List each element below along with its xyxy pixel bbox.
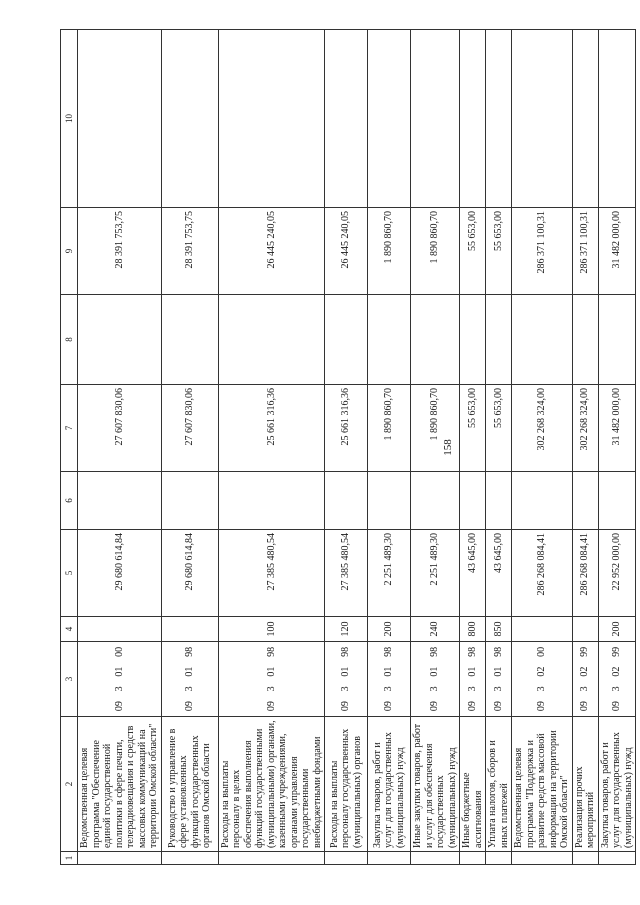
amount-cell (161, 472, 218, 530)
amount-cell: 43 645,00 (460, 530, 486, 617)
code-part: 3 (492, 686, 504, 692)
amount-cell (512, 295, 573, 385)
row-name-cell: Ведомственная целевая программа "Обеспечение единой государственной политики в сфере печати, телерадиовещания и средств массовых коммуникаций на территории Омской области" (78, 717, 162, 852)
amount-cell: 1 890 860,70 (368, 385, 411, 472)
code-part: 3 (466, 686, 478, 692)
code-part: 01 (340, 666, 352, 677)
amount-cell: 286 371 100,31 (572, 208, 598, 295)
amount-cell (411, 295, 460, 385)
amount-cell (368, 30, 411, 208)
amount-cell (78, 472, 162, 530)
amount-cell: 26 445 240,05 (218, 208, 325, 295)
expense-type-cell (78, 617, 162, 642)
expense-type-cell (572, 617, 598, 642)
code-part: 99 (611, 646, 622, 657)
empty-cell (460, 852, 486, 865)
row-code-cell (572, 642, 598, 717)
table-row (460, 30, 486, 865)
expense-type-cell: 850 (486, 617, 512, 642)
amount-cell: 27 607 830,06 (161, 385, 218, 472)
amount-cell: 286 371 100,31 (512, 208, 573, 295)
code-part: 02 (611, 666, 622, 677)
expense-type-cell: 240 (411, 617, 460, 642)
code-part: 3 (340, 686, 352, 692)
rotated-content (60, 30, 640, 865)
expense-type-cell: 200 (368, 617, 411, 642)
header-cell: 9 (61, 208, 78, 295)
amount-cell: 43 645,00 (486, 530, 512, 617)
amount-cell (411, 472, 460, 530)
code-part: 98 (183, 646, 195, 657)
amount-cell: 286 268 084,41 (512, 530, 573, 617)
code-part: 3 (536, 686, 547, 692)
amount-cell: 28 391 753,75 (161, 208, 218, 295)
code-group (266, 642, 278, 716)
empty-cell (512, 852, 573, 865)
amount-cell (218, 472, 325, 530)
amount-cell: 2 251 489,30 (411, 530, 460, 617)
amount-cell: 1 890 860,70 (411, 208, 460, 295)
empty-cell (218, 852, 325, 865)
amount-cell (411, 30, 460, 208)
amount-cell (486, 472, 512, 530)
amount-cell: 1 890 860,70 (411, 385, 460, 472)
header-cell: 7 (61, 385, 78, 472)
row-name-cell: Расходы на выплаты персоналу государственных (муниципальных) органов (325, 717, 368, 852)
amount-cell: 55 653,00 (486, 208, 512, 295)
amount-cell: 302 268 324,00 (512, 385, 573, 472)
code-part: 3 (429, 686, 441, 692)
code-part: 09 (492, 701, 504, 712)
amount-cell: 27 385 480,54 (218, 530, 325, 617)
code-group (493, 642, 505, 716)
table-row (598, 30, 636, 865)
code-part: 98 (340, 646, 352, 657)
expense-type-cell: 100 (218, 617, 325, 642)
code-part: 09 (429, 701, 441, 712)
table-row (368, 30, 411, 865)
amount-cell (218, 30, 325, 208)
empty-cell (78, 852, 162, 865)
empty-cell (486, 852, 512, 865)
amount-cell (460, 295, 486, 385)
code-part: 09 (183, 701, 195, 712)
table-row (161, 30, 218, 865)
table-row (572, 30, 598, 865)
row-name-cell: Ведомственная целевая программа "Поддержка и развитие средств массовой информации на территории Омской области" (512, 717, 573, 852)
row-name-cell: Иные закупки товаров, работ и услуг для обеспечения государственных (муниципальных) нужд (411, 717, 460, 852)
amount-cell (325, 295, 368, 385)
row-code-cell (368, 642, 411, 717)
amount-cell (572, 472, 598, 530)
code-part: 01 (383, 666, 395, 677)
amount-cell (78, 30, 162, 208)
header-cell: 10 (61, 30, 78, 208)
amount-cell: 55 653,00 (460, 208, 486, 295)
budget-table (60, 29, 636, 865)
code-part: 99 (579, 646, 591, 657)
amount-cell: 31 482 000,00 (598, 385, 636, 472)
table-body (61, 30, 636, 865)
amount-cell: 55 653,00 (486, 385, 512, 472)
code-group (611, 642, 623, 716)
amount-cell: 27 385 480,54 (325, 530, 368, 617)
amount-cell (325, 30, 368, 208)
amount-cell: 29 680 614,84 (161, 530, 218, 617)
code-part: 3 (383, 686, 395, 692)
amount-cell (486, 30, 512, 208)
table-row (411, 30, 460, 865)
header-cell: 3 (61, 642, 78, 717)
amount-cell: 28 391 753,75 (78, 208, 162, 295)
code-part: 09 (265, 701, 277, 712)
row-code-cell (512, 642, 573, 717)
amount-cell: 55 653,00 (460, 385, 486, 472)
amount-cell: 29 680 614,84 (78, 530, 162, 617)
amount-cell: 1 890 860,70 (368, 208, 411, 295)
empty-cell (161, 852, 218, 865)
code-group (429, 642, 441, 716)
amount-cell (512, 472, 573, 530)
amount-cell: 25 661 316,36 (218, 385, 325, 472)
empty-cell (325, 852, 368, 865)
code-part: 02 (536, 666, 547, 677)
row-name-cell: Закупка товаров, работ и услуг для государственных (муниципальных) нужд (368, 717, 411, 852)
code-part: 09 (340, 701, 352, 712)
empty-cell (598, 852, 636, 865)
expense-type-cell (161, 617, 218, 642)
table-row (218, 30, 325, 865)
code-part: 01 (183, 666, 195, 677)
code-group (536, 642, 548, 716)
amount-cell (368, 295, 411, 385)
code-part: 09 (536, 701, 547, 712)
row-code-cell (78, 642, 162, 717)
header-cell: 6 (61, 472, 78, 530)
expense-type-cell: 200 (598, 617, 636, 642)
header-cell: 4 (61, 617, 78, 642)
row-name-cell: Реализация прочих мероприятий (572, 717, 598, 852)
row-name-cell: Закупка товаров, работ и услуг для государственных (муниципальных) нужд (598, 717, 636, 852)
code-part: 01 (113, 666, 125, 677)
row-name-cell: Руководство и управление в сфере установленных функций государственных органов Омской области (161, 717, 218, 852)
row-code-cell (218, 642, 325, 717)
expense-type-cell (512, 617, 573, 642)
amount-cell: 27 607 830,06 (78, 385, 162, 472)
table-row (325, 30, 368, 865)
code-group (383, 642, 395, 716)
row-code-cell (460, 642, 486, 717)
expense-type-cell: 120 (325, 617, 368, 642)
amount-cell: 25 661 316,36 (325, 385, 368, 472)
amount-cell (572, 295, 598, 385)
code-part: 3 (113, 686, 125, 692)
amount-cell (460, 472, 486, 530)
amount-cell (78, 295, 162, 385)
empty-cell (572, 852, 598, 865)
amount-cell: 302 268 324,00 (572, 385, 598, 472)
row-code-cell (486, 642, 512, 717)
code-group (340, 642, 352, 716)
code-group (579, 642, 591, 716)
amount-cell: 22 952 000,00 (598, 530, 636, 617)
amount-cell (368, 472, 411, 530)
header-cell: 2 (61, 717, 78, 852)
row-name-cell: Уплата налогов, сборов и иных платежей (486, 717, 512, 852)
code-part: 00 (113, 646, 125, 657)
row-code-cell (325, 642, 368, 717)
row-name-cell: Расходы на выплаты персоналу в целях обеспечения выполнения функций государственными (муниципальными) органами, казенными учреждениями, органами управления государственными внебюджетными фондами (218, 717, 325, 852)
row-code-cell (161, 642, 218, 717)
code-part: 09 (466, 701, 478, 712)
code-part: 98 (383, 646, 395, 657)
amount-cell: 31 482 000,00 (598, 208, 636, 295)
empty-cell (411, 852, 460, 865)
amount-cell (572, 30, 598, 208)
amount-cell: 26 445 240,05 (325, 208, 368, 295)
code-part: 98 (265, 646, 277, 657)
code-part: 09 (611, 701, 622, 712)
amount-cell (598, 30, 636, 208)
amount-cell (598, 472, 636, 530)
amount-cell (161, 295, 218, 385)
amount-cell (218, 295, 325, 385)
expense-type-cell: 800 (460, 617, 486, 642)
amount-cell (325, 472, 368, 530)
amount-cell (460, 30, 486, 208)
code-part: 98 (466, 646, 478, 657)
code-part: 01 (466, 666, 478, 677)
code-part: 3 (611, 686, 622, 692)
code-part: 01 (265, 666, 277, 677)
amount-cell: 2 251 489,30 (368, 530, 411, 617)
code-part: 3 (579, 686, 591, 692)
header-row (61, 30, 78, 865)
header-cell: 1 (61, 852, 78, 865)
table-row (512, 30, 573, 865)
code-part: 09 (113, 701, 125, 712)
code-part: 01 (429, 666, 441, 677)
code-group (184, 642, 196, 716)
code-part: 09 (383, 701, 395, 712)
amount-cell (598, 295, 636, 385)
code-group (114, 642, 126, 716)
page-number: 158 (442, 439, 454, 456)
header-cell: 5 (61, 530, 78, 617)
code-part: 01 (492, 666, 504, 677)
row-code-cell (411, 642, 460, 717)
amount-cell (486, 295, 512, 385)
header-cell: 8 (61, 295, 78, 385)
amount-cell (512, 30, 573, 208)
code-group (467, 642, 479, 716)
amount-cell: 286 268 084,41 (572, 530, 598, 617)
row-code-cell (598, 642, 636, 717)
code-part: 3 (265, 686, 277, 692)
code-part: 00 (536, 646, 547, 657)
amount-cell (161, 30, 218, 208)
empty-cell (368, 852, 411, 865)
code-part: 02 (579, 666, 591, 677)
code-part: 09 (579, 701, 591, 712)
code-part: 98 (492, 646, 504, 657)
table-row (78, 30, 162, 865)
row-name-cell: Иные бюджетные ассигнования (460, 717, 486, 852)
code-part: 98 (429, 646, 441, 657)
table-row (486, 30, 512, 865)
code-part: 3 (183, 686, 195, 692)
